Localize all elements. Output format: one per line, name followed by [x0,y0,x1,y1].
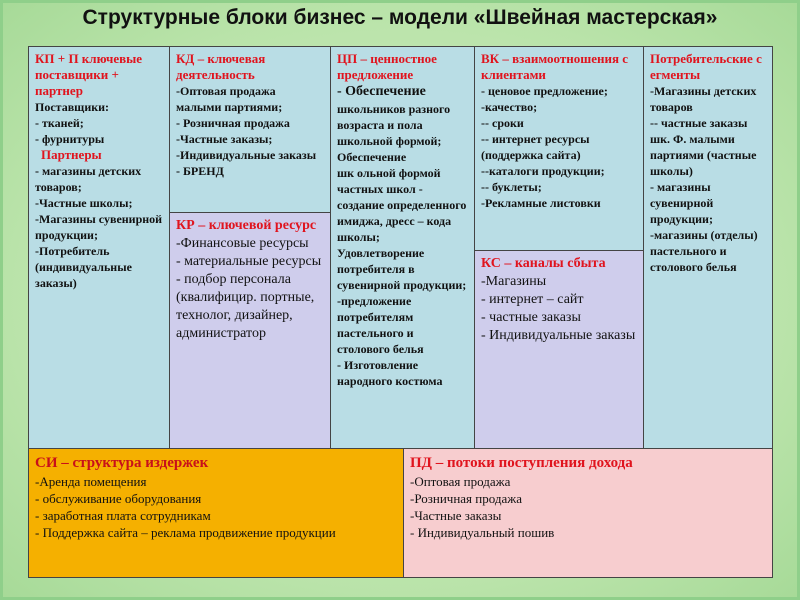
block-cost-structure [28,448,404,578]
value-proposition-line: Удовлетворение потребителя в сувенирной продукции; [337,246,467,292]
value-proposition-line: Обеспечение [337,150,407,164]
value-proposition-line: шк ольной формой частных школ - создание определенного имиджа, дресс – кода школы; [337,166,467,244]
cost-structure-line: -Аренда помещения [35,474,147,489]
cost-structure-line: - Поддержка сайта – реклама продвижение продукции [35,525,336,540]
channels-line: -Магазины [481,274,547,289]
customer-relationships-line: -- сроки [481,116,524,130]
block-customer-relationships [474,46,644,251]
cost-structure-heading: СИ – структура издержек [35,455,209,471]
revenue-streams-line: -Розничная продажа [410,491,522,506]
customer-relationships-heading: ВК – взаимоотношения с клиентами [481,51,628,82]
partner-line: -Потребитель (индивидуальные заказы) [35,244,132,290]
channels-line: - частные заказы [481,310,581,325]
partners-heading: Партнеры [41,147,102,162]
key-resources-line: -Финансовые ресурсы [176,236,309,251]
key-activities-line: - Розничная продажа [176,116,290,130]
customer-segments-line: - магазины сувенирной продукции; [650,180,714,226]
block-key-resources [169,212,331,449]
customer-segments-line: -магазины (отделы) пастельного и столового белья [650,228,758,274]
key-activities-heading: КД – ключевая деятельность [176,51,266,82]
revenue-streams-line: -Частные заказы [410,508,502,523]
key-activities-line: -Частные заказы; [176,132,273,146]
value-proposition-line: - Изготовление народного костюма [337,358,443,388]
cost-structure-line: - обслуживание оборудования [35,491,202,506]
customer-segments-heading: Потребительские сегменты [650,51,762,82]
customer-relationships-line: --каталоги продукции; [481,164,605,178]
channels-heading: КС – каналы сбыта [481,256,606,271]
partner-line: - магазины детских товаров; [35,164,142,194]
block-channels [474,250,644,449]
revenue-streams-line: - Индивидуальный пошив [410,525,555,540]
key-partners-line: - фурнитуры [35,132,105,146]
key-partners-line: - тканей; [35,116,84,130]
block-key-partners [28,46,170,449]
value-proposition-line: школьников разного возраста и пола школьной формой; [337,102,451,148]
page-title: Структурные блоки бизнес – модели «Швейная мастерская» [82,6,718,29]
partner-line: -Частные школы; [35,196,133,210]
key-resources-heading: КР – ключевой ресурс [176,218,317,233]
revenue-streams-heading: ПД – потоки поступления дохода [410,455,633,471]
key-partners-line: Поставщики: [35,100,110,114]
block-revenue-streams [403,448,773,578]
block-key-activities [169,46,331,213]
revenue-streams-line: -Оптовая продажа [410,474,511,489]
value-proposition-lead: - Обеспечение [337,84,426,99]
partner-line: -Магазины сувенирной продукции; [35,212,163,242]
customer-relationships-line: -- интернет ресурсы (поддержка сайта) [481,132,590,162]
value-proposition-heading: ЦП – ценностное предложение [337,51,437,82]
key-partners-heading: КП + П ключевые поставщики + партнер [35,51,143,98]
customer-relationships-line: -Рекламные листовки [481,196,601,210]
customer-relationships-line: -качество; [481,100,538,114]
customer-relationships-line: -- буклеты; [481,180,542,194]
key-activities-line: -Оптовая продажа малыми партиями; [176,84,283,114]
channels-line: - интернет – сайт [481,292,584,307]
block-value-proposition [330,46,475,449]
key-resources-line: - подбор персонала (квалифицир. портные, технолог, дизайнер, администратор [176,272,315,341]
customer-relationships-line: - ценовое предложение; [481,84,608,98]
key-activities-line: - БРЕНД [176,164,224,178]
customer-segments-line: -Магазины детских товаров [650,84,757,114]
key-activities-line: -Индивидуальные заказы [176,148,317,162]
cost-structure-line: - заработная плата сотрудникам [35,508,211,523]
customer-segments-line: -- частные заказы шк. Ф. малыми партиями (частные школы) [650,116,757,178]
block-customer-segments [643,46,773,449]
key-resources-line: - материальные ресурсы [176,254,322,269]
channels-line: - Индивидуальные заказы [481,328,636,343]
value-proposition-line: -предложение потребителям пастельного и столового белья [337,294,424,356]
